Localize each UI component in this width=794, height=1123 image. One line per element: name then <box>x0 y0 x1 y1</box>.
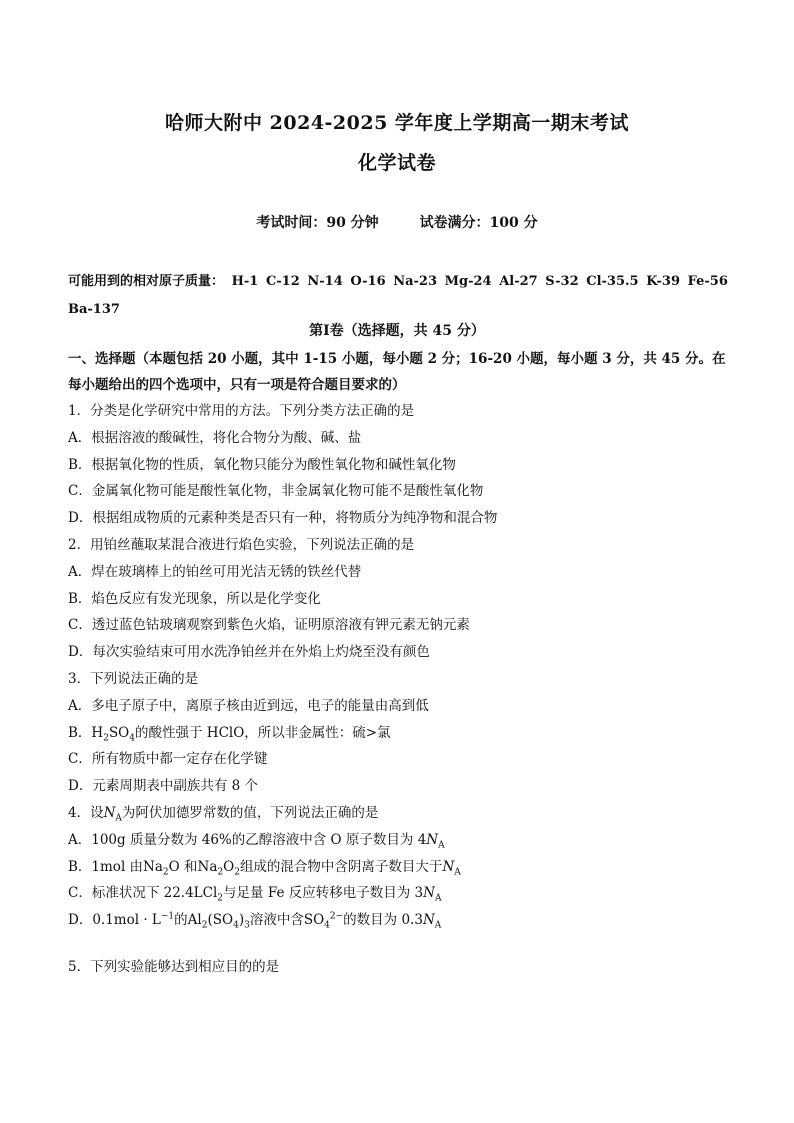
question-stem: 2．用铂丝蘸取某混合液进行焰色实验，下列说法正确的是 <box>68 536 415 553</box>
exam-meta <box>0 212 794 232</box>
atomic-mass: N-14 <box>307 274 343 289</box>
option-b: B．1mol 由$Na_2O$ 和$Na_2O_2$组成的混合物中含阴离子数目大于$N_A$ <box>68 858 461 878</box>
option-b: B．焰色反应有发光现象，所以是化学变化 <box>68 590 321 607</box>
option-c: C．透过蓝色钴玻璃观察到紫色火焰，证明原溶液有钾元素无钠元素 <box>68 617 470 634</box>
option-b: B．$H_2SO_4$的酸性强于 HClO，所以非金属性：硫>氯 <box>68 724 391 744</box>
question-stem: 4．设$N_A$为阿伏加德罗常数的值，下列说法正确的是 <box>68 804 379 824</box>
question-stem: 5．下列实验能够达到相应目的的是 <box>68 958 280 975</box>
atomic-mass: S-32 <box>545 274 579 289</box>
option-c: C．所有物质中都一定存在化学键 <box>68 751 268 768</box>
atomic-masses-label: 可能用到的相对原子质量： <box>68 274 225 289</box>
option-d: D．每次实验结束可用水洗净铂丝并在外焰上灼烧至没有颜色 <box>68 644 430 661</box>
full-score: 试卷满分：100 分 <box>419 215 538 231</box>
atomic-mass: Cl-35.5 <box>586 274 639 289</box>
option-a: A．焊在玻璃棒上的铂丝可用光洁无锈的铁丝代替 <box>68 563 362 580</box>
atomic-mass: Ba-137 <box>68 302 120 317</box>
option-d: D．根据组成物质的元素种类是否只有一种，将物质分为纯净物和混合物 <box>68 510 498 527</box>
questions <box>68 398 730 981</box>
atomic-mass: H-1 <box>231 274 259 289</box>
option-d: D．元素周期表中副族共有 8 个 <box>68 778 258 795</box>
option-a: A．根据溶液的酸碱性，将化合物分为酸、碱、盐 <box>68 429 362 446</box>
atomic-mass: C-12 <box>265 274 300 289</box>
question-stem: 3．下列说法正确的是 <box>68 670 199 687</box>
option-c: C．标准状况下 22.4LCl$_2$与足量 Fe 反应转移电子数目为 $3N_A$ <box>68 885 442 905</box>
option-c: C．金属氧化物可能是酸性氧化物，非金属氧化物可能不是酸性氧化物 <box>68 483 484 500</box>
atomic-mass: Al-27 <box>499 274 538 289</box>
option-a: A．100g 质量分数为 46%的乙醇溶液中含 O 原子数目为 $4N_A$ <box>68 831 445 851</box>
exam-title: 哈师大附中 2024-2025 学年度上学期高一期末考试 <box>165 112 629 134</box>
atomic-mass: Fe-56 <box>687 274 728 289</box>
exam-subtitle: 化学试卷 <box>357 152 436 174</box>
atomic-mass: Na-23 <box>393 274 438 289</box>
atomic-mass: O-16 <box>350 274 386 289</box>
option-b: B．根据氧化物的性质，氧化物只能分为酸性氧化物和碱性氧化物 <box>68 456 456 473</box>
section-instruction: 一、选择题（本题包括 20 小题，其中 1-15 小题，每小题 2 分；16-20 小题，每小题 3 分，共 45 分。在每小题给出的四个选项中，只有一项是符合题目要求的） <box>68 351 726 393</box>
option-d: D．$0.1mol \cdot L^{-1}$的$Al_2(SO_4)_3$溶液中含$SO_4^{2-}$的数目为 $0.3N_A$ <box>68 911 442 931</box>
exam-time: 考试时间：90 分钟 <box>256 215 379 231</box>
section-title: 第Ⅰ卷（选择题，共 45 分） <box>309 323 485 339</box>
option-a: A．多电子原子中，离原子核由近到远，电子的能量由高到低 <box>68 697 429 714</box>
atomic-mass: Mg-24 <box>444 274 492 289</box>
atomic-masses <box>68 268 728 324</box>
question-stem: 1．分类是化学研究中常用的方法。下列分类方法正确的是 <box>68 403 415 419</box>
atomic-mass: K-39 <box>646 274 681 289</box>
